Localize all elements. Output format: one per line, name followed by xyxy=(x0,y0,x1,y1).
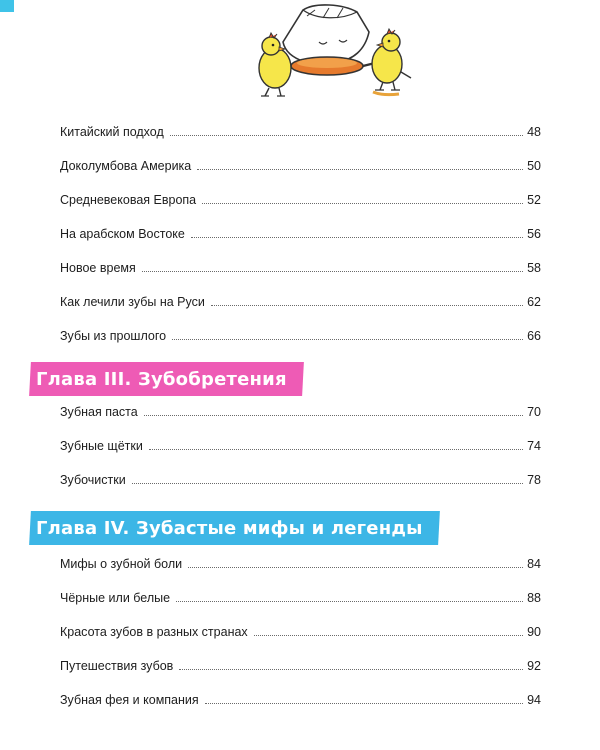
toc-entry[interactable] xyxy=(60,581,541,615)
toc-leader-dots xyxy=(254,634,523,636)
toc-entry-title: Чёрные или белые xyxy=(60,591,171,605)
toc-entry[interactable] xyxy=(60,395,541,429)
toc-entry-title: На арабском Востоке xyxy=(60,227,185,241)
chapter-4-heading[interactable] xyxy=(29,511,439,545)
toc-entry-page: 84 xyxy=(527,557,541,571)
toc-leader-dots xyxy=(197,168,523,170)
toc-entry-title: Путешествия зубов xyxy=(60,659,174,673)
toc-entry-page: 48 xyxy=(527,125,541,139)
toc-leader-dots xyxy=(202,202,523,204)
toc-entry[interactable] xyxy=(60,183,541,217)
toc-entry-title: Китайский подход xyxy=(60,125,164,139)
toc-leader-dots xyxy=(176,600,523,602)
toc-entry-page: 56 xyxy=(527,227,541,241)
toc-entry-page: 52 xyxy=(527,193,541,207)
toc-entry-title: Зубная паста xyxy=(60,405,138,419)
toc-entry-page: 94 xyxy=(527,693,541,707)
toc-entry-title: Как лечили зубы на Руси xyxy=(60,295,205,309)
toc-entry-page: 88 xyxy=(527,591,541,605)
toc-entry-page: 50 xyxy=(527,159,541,173)
chickens-frying-pan-illustration xyxy=(245,2,415,100)
toc-entry[interactable] xyxy=(60,615,541,649)
toc-leader-dots xyxy=(188,566,523,568)
toc-entry[interactable] xyxy=(60,683,541,717)
toc-entry-page: 58 xyxy=(527,261,541,275)
toc-entry-page: 66 xyxy=(527,329,541,343)
toc-leader-dots xyxy=(179,668,523,670)
toc-leader-dots xyxy=(144,414,523,416)
toc-entry-title: Зубы из прошлого xyxy=(60,329,167,343)
toc-entry[interactable] xyxy=(60,463,541,497)
toc-entry-title: Мифы о зубной боли xyxy=(60,557,183,571)
toc-entry-title: Средневековая Европа xyxy=(60,193,197,207)
toc-entry[interactable] xyxy=(60,115,541,149)
chapter-3-list xyxy=(60,395,541,497)
toc-entry-title: Зубочистки xyxy=(60,473,126,487)
toc-entry-page: 74 xyxy=(527,439,541,453)
toc-entry-title: Зубные щётки xyxy=(60,439,143,453)
chapter-3-heading-text: Глава III. Зубобретения xyxy=(36,368,287,390)
toc-entry[interactable] xyxy=(60,149,541,183)
toc-leader-dots xyxy=(149,448,523,450)
toc-leader-dots xyxy=(205,702,523,704)
toc-entry-page: 70 xyxy=(527,405,541,419)
toc-entry-page: 92 xyxy=(527,659,541,673)
toc-entry[interactable] xyxy=(60,251,541,285)
toc-entry-page: 90 xyxy=(527,625,541,639)
toc-entry-title: Красота зубов в разных странах xyxy=(60,625,248,639)
toc-leader-dots xyxy=(170,134,523,136)
toc-leader-dots xyxy=(172,338,523,340)
toc-entry[interactable] xyxy=(60,285,541,319)
toc-entry[interactable] xyxy=(60,217,541,251)
toc-entry-title: Доколумбова Америка xyxy=(60,159,192,173)
toc-entry-title: Новое время xyxy=(60,261,136,275)
right-chicken xyxy=(372,29,411,95)
toc-entry[interactable] xyxy=(60,649,541,683)
toc-entry-page: 78 xyxy=(527,473,541,487)
toc-entry-page: 62 xyxy=(527,295,541,309)
chapter-3-heading[interactable] xyxy=(29,362,304,396)
toc-entry-title: Зубная фея и компания xyxy=(60,693,199,707)
chapter-4-heading-text: Глава IV. Зубастые мифы и легенды xyxy=(36,517,423,539)
toc-leader-dots xyxy=(211,304,523,306)
toc-leader-dots xyxy=(142,270,523,272)
toc-entry[interactable] xyxy=(60,429,541,463)
toc-section-list xyxy=(60,115,541,353)
toc-entry[interactable] xyxy=(60,547,541,581)
toc-entry[interactable] xyxy=(60,319,541,353)
toc-leader-dots xyxy=(191,236,523,238)
corner-color-mark xyxy=(0,0,14,12)
toc-leader-dots xyxy=(132,482,523,484)
chapter-4-list xyxy=(60,547,541,717)
